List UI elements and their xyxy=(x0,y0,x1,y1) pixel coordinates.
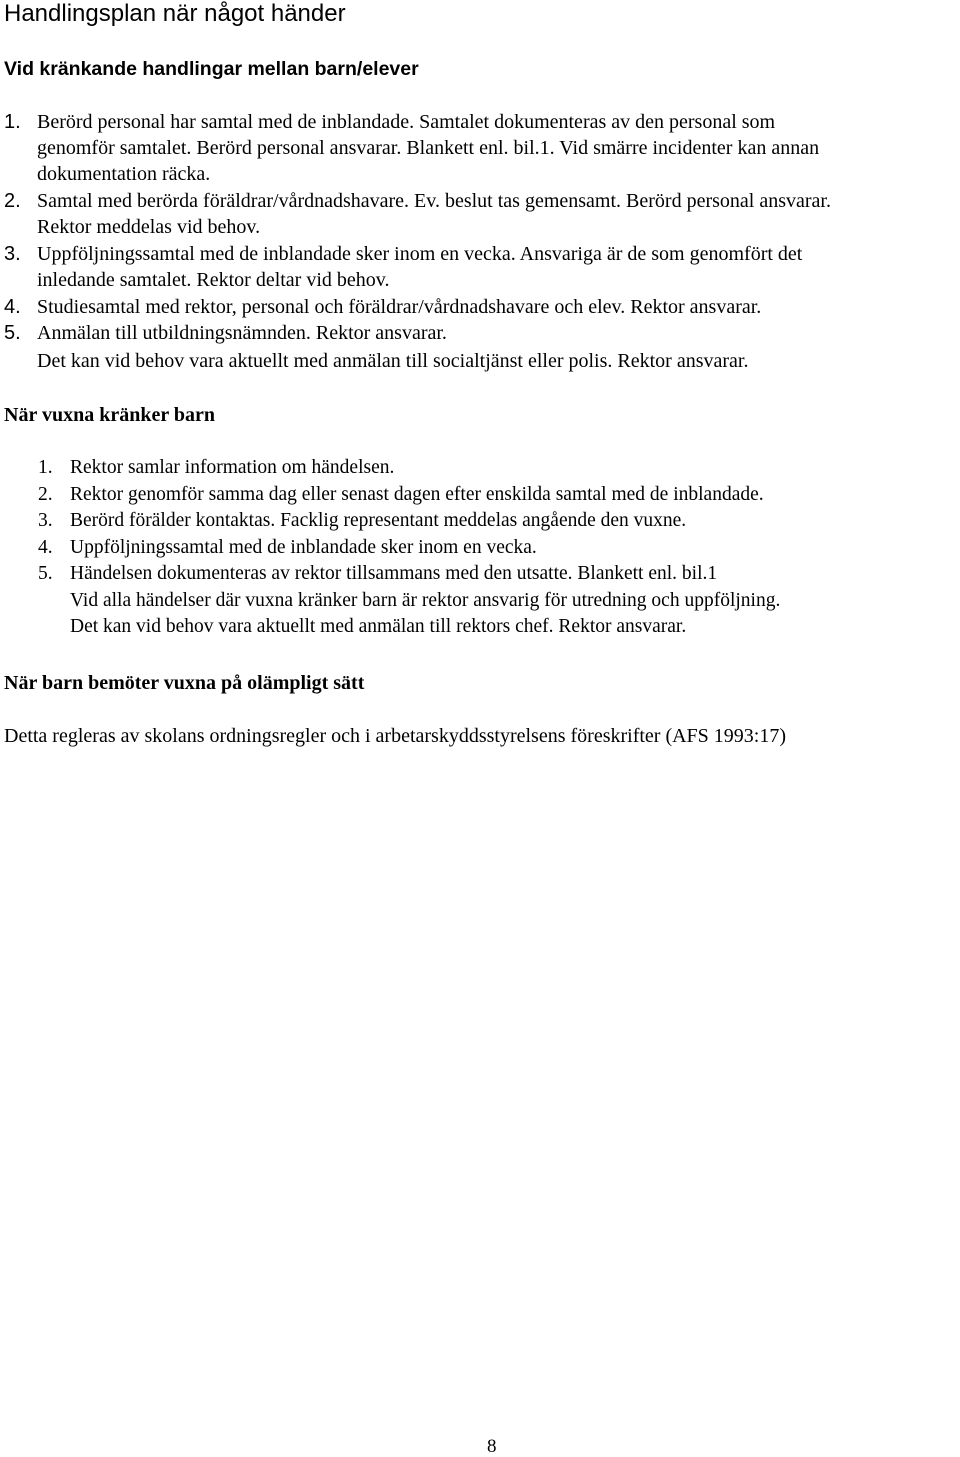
list-item-text: Vid alla händelser där vuxna kränker barn är rektor ansvarig för utredning och uppföljning. xyxy=(70,590,781,611)
list-item-text: Det kan vid behov vara aktuellt med anmälan till rektors chef. Rektor ansvarar. xyxy=(70,616,687,637)
list-item-number: 3. xyxy=(4,243,21,265)
list-item-text: genomför samtalet. Berörd personal ansvarar. Blankett enl. bil.1. Vid smärre incidenter kan annan xyxy=(37,137,820,159)
list-item xyxy=(4,112,954,132)
list-item-number: 1. xyxy=(4,111,21,133)
list-item-text: Berörd förälder kontaktas. Facklig representant meddelas angående den vuxne. xyxy=(70,510,687,531)
list-item-number: 1. xyxy=(38,457,53,478)
list-item xyxy=(4,244,954,264)
list-item-text: Studiesamtal med rektor, personal och föräldrar/vårdnadshavare och elev. Rektor ansvarar. xyxy=(37,296,762,318)
section-heading-adults: När vuxna kränker barn xyxy=(4,404,215,426)
list-item-text: Berörd personal har samtal med de inblandade. Samtalet dokumenteras av den personal som xyxy=(37,111,776,133)
list-item-number: 5. xyxy=(38,563,53,584)
list-item xyxy=(4,297,954,317)
list-item xyxy=(38,564,948,584)
list-item xyxy=(4,323,954,343)
list-item-text: Rektor meddelas vid behov. xyxy=(37,216,261,238)
list-item-text: Rektor samlar information om händelsen. xyxy=(70,457,395,478)
list-item xyxy=(38,511,948,531)
list-item xyxy=(4,191,954,211)
list-item-text: Händelsen dokumenteras av rektor tillsammans med den utsatte. Blankett enl. bil.1 xyxy=(70,563,718,584)
list-item-number: 2. xyxy=(38,484,53,505)
section-paragraph: Detta regleras av skolans ordningsregler och i arbetarskyddsstyrelsens föreskrifter (AFS 1993:17) xyxy=(4,725,787,747)
list-item-number: 5. xyxy=(4,322,21,344)
list-item-text: Anmälan till utbildningsnämnden. Rektor ansvarar. xyxy=(37,322,447,344)
list-item xyxy=(38,458,948,478)
list-item-text: Rektor genomför samma dag eller senast dagen efter enskilda samtal med de inblandade. xyxy=(70,484,764,505)
list-item-number: 4. xyxy=(4,296,21,318)
list-item-number: 3. xyxy=(38,510,53,531)
list-item xyxy=(38,538,948,558)
list-item-number: 4. xyxy=(38,537,53,558)
list-item-text: Uppföljningssamtal med de inblandade sker inom en vecka. xyxy=(70,537,537,558)
list-item-text: dokumentation räcka. xyxy=(37,163,211,185)
list-item-text: inledande samtalet. Rektor deltar vid behov. xyxy=(37,269,390,291)
page-number: 8 xyxy=(487,1436,497,1457)
section-heading-pupils: Vid kränkande handlingar mellan barn/elever xyxy=(4,58,419,80)
list-item-text: Uppföljningssamtal med de inblandade sker inom en vecka. Ansvariga är de som genomfört det xyxy=(37,243,803,265)
page-title: Handlingsplan när något händer xyxy=(4,0,346,27)
list-item-text: Samtal med berörda föräldrar/vårdnadshavare. Ev. beslut tas gemensamt. Berörd personal ansvarar. xyxy=(37,190,831,212)
list-item xyxy=(38,485,948,505)
list-item-number: 2. xyxy=(4,190,21,212)
section-heading-children: När barn bemöter vuxna på olämpligt sätt xyxy=(4,672,365,694)
list-item-text: Det kan vid behov vara aktuellt med anmälan till socialtjänst eller polis. Rektor ansvarar. xyxy=(37,350,749,372)
